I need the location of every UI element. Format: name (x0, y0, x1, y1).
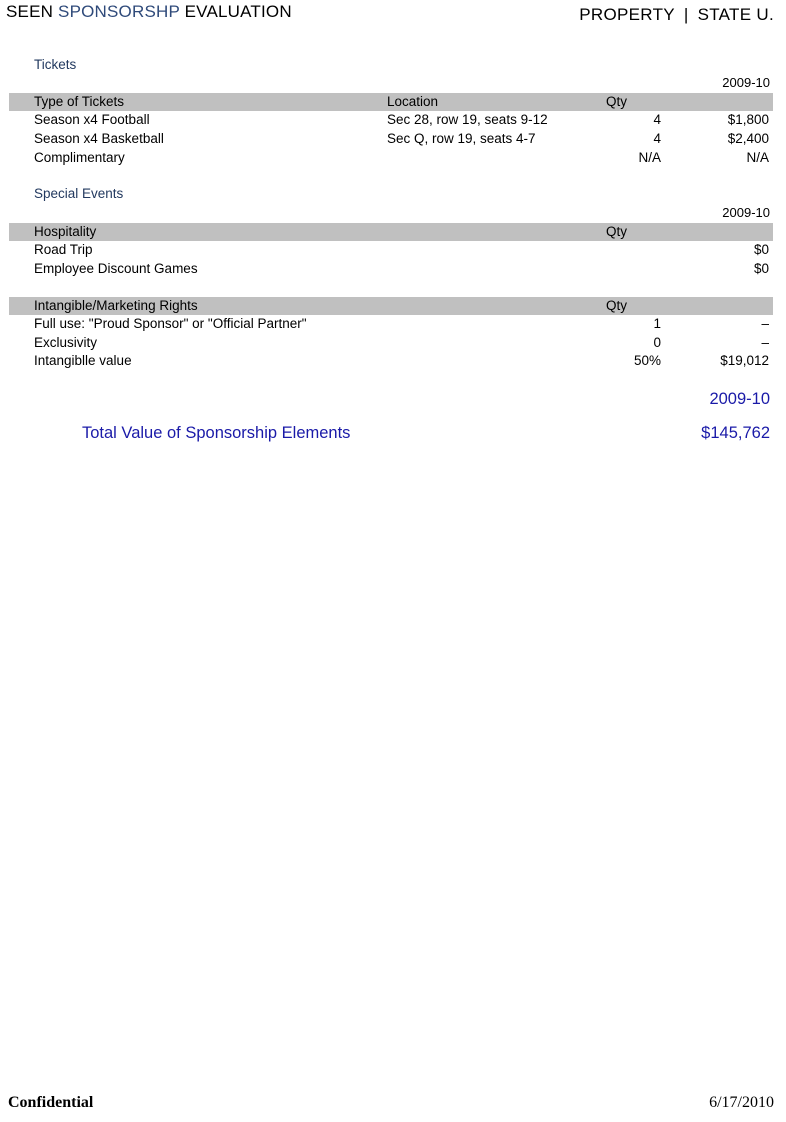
title-seen: SEEN (6, 2, 59, 21)
col-location: Location (387, 94, 439, 109)
event-name: Employee Discount Games (34, 261, 198, 276)
col-hospitality: Hospitality (34, 224, 97, 239)
right-value: $19,012 (720, 353, 769, 368)
table-row (9, 260, 773, 278)
right-name: Exclusivity (34, 335, 98, 350)
document-date: 6/17/2010 (709, 1094, 774, 1111)
ticket-qty: N/A (638, 150, 661, 165)
ticket-location: Sec Q, row 19, seats 4-7 (387, 131, 536, 146)
title-evaluation: EVALUATION (179, 2, 292, 21)
ticket-type: Season x4 Football (34, 112, 150, 127)
tickets-table-header (9, 93, 773, 111)
col-qty: Qty (606, 94, 628, 109)
ticket-type: Complimentary (34, 150, 125, 165)
ticket-location: Sec 28, row 19, seats 9-12 (387, 112, 548, 127)
ticket-value: $1,800 (727, 112, 769, 127)
event-name: Road Trip (34, 242, 93, 257)
col-intangible-rights: Intangible/Marketing Rights (34, 298, 198, 313)
school-name: STATE U. (697, 5, 774, 24)
right-qty: 0 (653, 335, 661, 350)
intangible-table-header (9, 297, 773, 315)
document-title (6, 2, 292, 22)
right-name: Full use: "Proud Sponsor" or "Official Partner" (34, 316, 307, 331)
table-row (9, 352, 773, 370)
table-row (9, 130, 773, 148)
table-row (9, 334, 773, 352)
table-row (9, 241, 773, 259)
confidential-label: Confidential (8, 1094, 94, 1111)
total-label: Total Value of Sponsorship Elements (82, 424, 351, 442)
ticket-qty: 4 (653, 131, 661, 146)
total-value: $145,762 (701, 424, 770, 442)
tickets-section-title: Tickets (34, 57, 77, 72)
event-value: $0 (753, 261, 769, 276)
col-qty: Qty (606, 224, 628, 239)
total-year: 2009-10 (709, 390, 770, 408)
event-value: $0 (753, 242, 769, 257)
right-qty: 50% (633, 353, 661, 368)
property-label: PROPERTY (579, 5, 675, 24)
property-header (579, 5, 774, 25)
col-type-of-tickets: Type of Tickets (34, 94, 125, 109)
ticket-value: N/A (746, 150, 769, 165)
special-events-section-title: Special Events (34, 186, 124, 201)
col-qty: Qty (606, 298, 628, 313)
special-events-year: 2009-10 (722, 205, 770, 220)
title-sponsorship: SPONSORSHP (58, 2, 180, 21)
hospitality-table-header (9, 223, 773, 241)
right-qty: 1 (653, 316, 661, 331)
table-row (9, 315, 773, 333)
tickets-year: 2009-10 (722, 75, 770, 90)
header-divider: | (683, 5, 689, 24)
table-row (9, 149, 773, 167)
right-value: – (761, 316, 769, 331)
ticket-qty: 4 (653, 112, 661, 127)
ticket-type: Season x4 Basketball (34, 131, 164, 146)
right-name: Intangiblle value (34, 353, 132, 368)
right-value: – (761, 335, 769, 350)
table-row (9, 111, 773, 129)
ticket-value: $2,400 (727, 131, 769, 146)
